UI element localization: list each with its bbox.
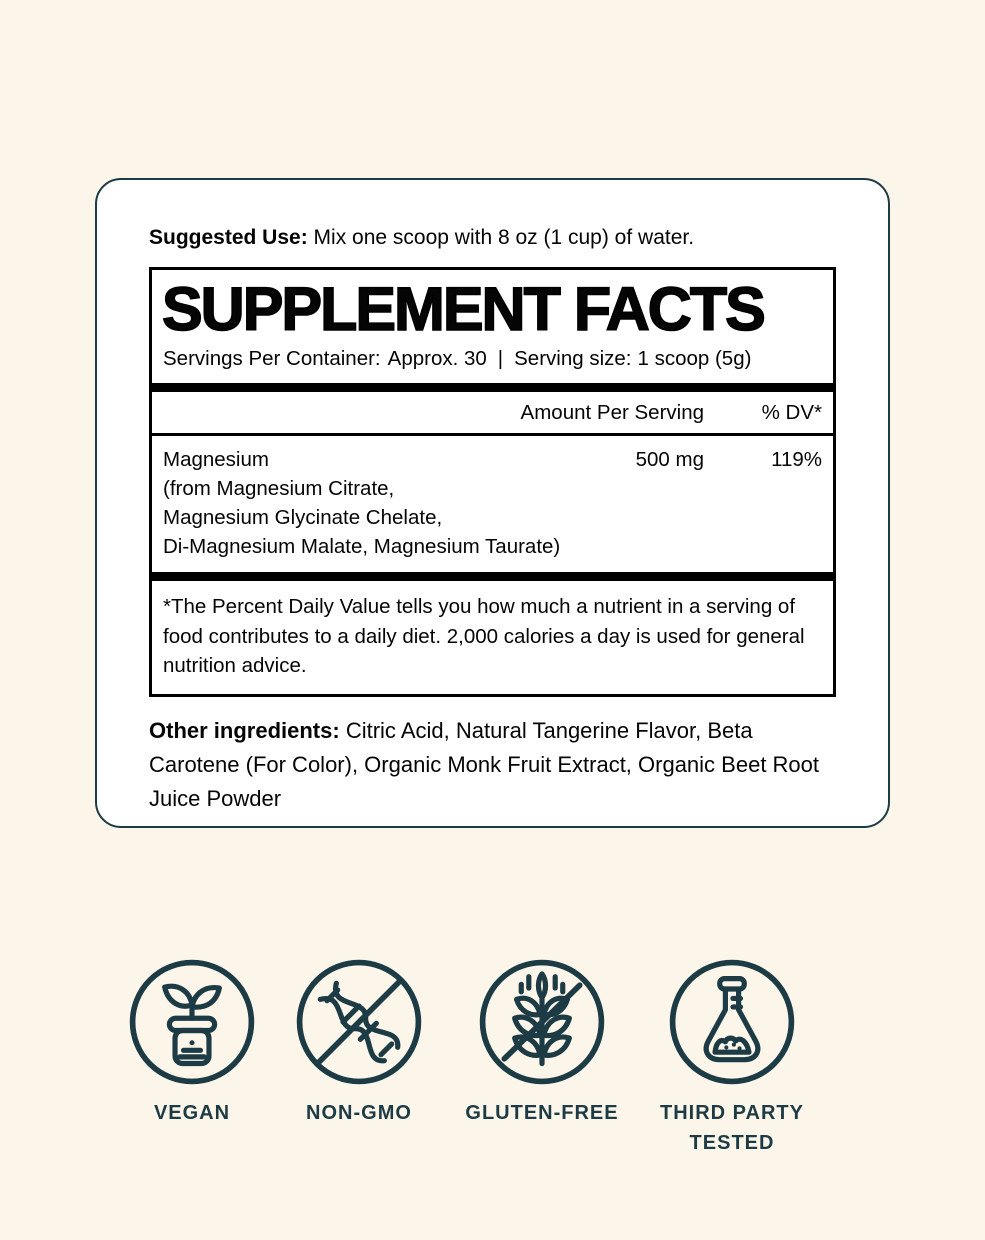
badge-third-party-tested-label: THIRD PARTY TESTED	[660, 1102, 804, 1154]
servings-line	[152, 342, 833, 383]
nutrient-main-line	[163, 445, 822, 474]
suggested-use	[149, 224, 836, 252]
supplement-facts-title: SUPPLEMENT FACTS	[162, 275, 764, 343]
thick-divider-top	[152, 383, 833, 392]
serving-size-label: Serving size:	[514, 347, 632, 370]
dv-footnote: *The Percent Daily Value tells you how much a nutrient in a serving of food contributes to a daily diet. 2,000 calories a day is used for general nutrition advice.	[163, 595, 805, 677]
badge-gluten-free	[447, 956, 637, 1128]
nutrient-amount: 500 mg	[635, 448, 704, 471]
suggested-use-label: Suggested Use:	[149, 226, 308, 249]
serving-size-value: 1 scoop (5g)	[637, 347, 752, 370]
badge-third-party-tested	[637, 956, 827, 1158]
vegan-jar-sprout-icon	[126, 956, 258, 1088]
facts-header-row	[152, 392, 833, 436]
other-ingredients-label: Other ingredients:	[149, 717, 340, 743]
servings-separator: |	[497, 347, 504, 370]
nutrient-name: Magnesium	[163, 448, 269, 471]
other-ingredients-text: Citric Acid, Natural Tangerine Flavor, Beta Carotene (For Color), Organic Monk Fruit Extract, Organic Beet Root Juice Powder	[149, 717, 820, 811]
nutrient-row	[152, 436, 833, 572]
percent-dv-header: % DV*	[761, 401, 822, 424]
third-party-tested-flask-icon	[666, 956, 798, 1088]
supplement-facts-panel	[149, 267, 836, 697]
badge-non-gmo	[264, 956, 454, 1128]
badge-vegan-label: VEGAN	[153, 1102, 231, 1124]
other-ingredients	[149, 714, 836, 816]
non-gmo-crossed-dna-icon	[293, 956, 425, 1088]
suggested-use-text: Mix one scoop with 8 oz (1 cup) of water.	[313, 226, 695, 249]
nutrient-dv: 119%	[771, 448, 822, 471]
nutrient-detail-line: (from Magnesium Citrate,	[163, 477, 395, 500]
nutrient-detail-line: Di-Magnesium Malate, Magnesium Taurate)	[163, 535, 561, 558]
badge-gluten-free-label: GLUTEN-FREE	[465, 1102, 619, 1124]
badge-vegan	[97, 956, 287, 1128]
gluten-free-crossed-wheat-icon	[476, 956, 608, 1088]
badge-non-gmo-label: NON-GMO	[306, 1102, 412, 1124]
certification-badges-row	[0, 956, 985, 1176]
thick-divider-bottom	[152, 572, 833, 581]
servings-per-container-label: Servings Per Container:	[163, 347, 381, 370]
servings-per-container-value: Approx. 30	[387, 347, 487, 370]
amount-per-serving-header: Amount Per Serving	[520, 401, 704, 424]
label-card	[95, 178, 890, 828]
nutrient-detail-line: Magnesium Glycinate Chelate,	[163, 506, 443, 529]
